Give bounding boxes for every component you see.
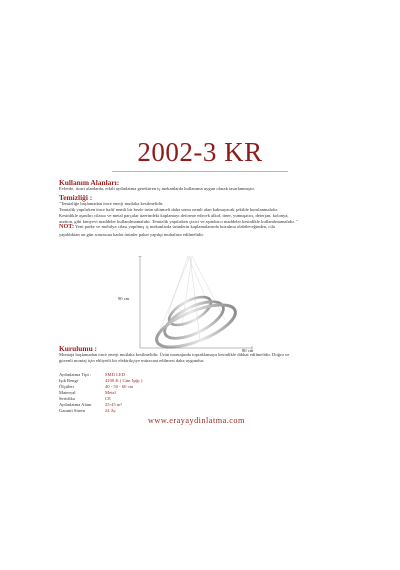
spec-value: 4200 K ( Gün Işığı ) bbox=[105, 378, 143, 383]
cleaning-line-3: Kesinlikle aşındırı cilasıo ve metal parçalar üzerindeki kaplamayı deforme edecek alkol, tiner, yumuşatıcı, deterjan, kolonya, bbox=[59, 213, 289, 218]
usage-text: Evlerde, ticari alanlarda, etkili aydınlatma gerektiren iç mekanlarda kullanıma uygun olarak tasarlanmıştır. bbox=[59, 186, 255, 191]
spec-value: 24 Ay bbox=[105, 408, 116, 413]
spec-value: 25-45 m² bbox=[105, 402, 122, 407]
spec-value: SMD LED bbox=[105, 372, 126, 377]
width-dimension: 80 cm bbox=[242, 348, 254, 353]
spec-value: CE bbox=[105, 396, 111, 401]
installation-line-2: güvenli montaj için ehliyetli bir elektrikçiye müracaat edilmesi daha uygundur. bbox=[59, 358, 205, 363]
note-text-1: Yeni parke ve mobilya cilası yapılmış iç mekanlarda ürünlerin kaplamalarında bozulma olabileceğinden, cila bbox=[75, 224, 275, 229]
installation-heading: Kurulumu : bbox=[59, 344, 97, 353]
spec-value: Metal bbox=[105, 390, 116, 395]
usage-heading: Kullanım Alanları: bbox=[59, 178, 120, 187]
spec-label: Materyal bbox=[59, 390, 76, 395]
chandelier-illustration bbox=[130, 256, 260, 356]
spec-label: Aydınlatma Tipi : bbox=[59, 372, 92, 377]
note-line-1 bbox=[59, 224, 275, 230]
light-rings bbox=[151, 291, 240, 355]
cleaning-line-2: Temizlik yapılırken önce hafif nemli bir bezle ürün silinmeli daha sonra nemli alan kalmayacak şekilde kurulanmalıdır. bbox=[59, 207, 279, 212]
spec-label: Sertifika bbox=[59, 396, 75, 401]
height-dimension: 90 cm bbox=[118, 296, 130, 301]
spec-label: Ölçüleri bbox=[59, 384, 75, 389]
spec-value: 40 - 50 - 60 cm bbox=[105, 384, 134, 389]
installation-line-1: Montaja başlamadan önce enerji mutlaka kesilmelidir. Ürün montajında topraklamaya kesinlikle dikkat edilmelidir. Doğru ve bbox=[59, 352, 290, 357]
note-label: NOT: bbox=[59, 223, 75, 230]
spec-label: Işık Rengi bbox=[59, 378, 79, 383]
note-line-2: yapıldıktan on gün sonrasına kadar ürünler paket yapılıp muhafaza edilmelidir. bbox=[59, 232, 204, 237]
cleaning-line-1: "Temizliğe başlamadan önce enerji mutlaka kesilmelidir. bbox=[59, 201, 164, 206]
spec-label: Garanti Süresi bbox=[59, 408, 86, 413]
cleaning-line-4: asetton, gibi kimyevi maddeler kullanılmamalıdır. Temizlik yapılırken çizici ve aşındırıcı maddeler kesinlikle kullanılmamalıdır. " bbox=[59, 219, 299, 224]
product-title: 2002-3 KR bbox=[137, 137, 263, 167]
title-divider bbox=[112, 171, 288, 172]
website-link[interactable]: www.erayaydinlatma.com bbox=[148, 416, 245, 425]
spec-label: Aydınlatma Alanı bbox=[59, 402, 92, 407]
dimension-lines bbox=[138, 256, 252, 350]
cleaning-heading: Temizliği : bbox=[59, 193, 93, 202]
